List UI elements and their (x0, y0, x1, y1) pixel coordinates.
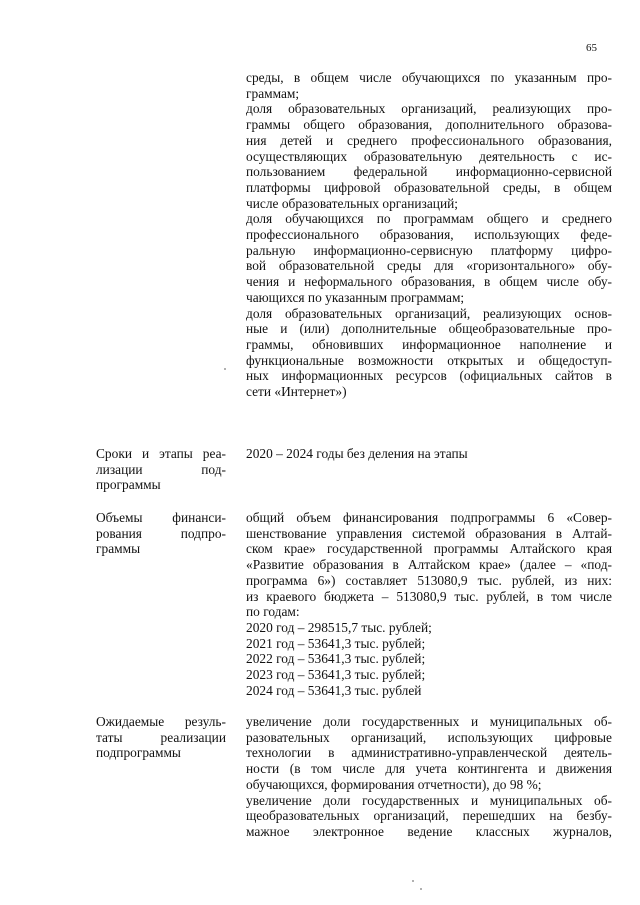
text-line: граммы, обновивших информационное наполнение и (246, 336, 612, 352)
label-line: программы (96, 477, 161, 493)
text-line: сети «Интернет») (246, 384, 347, 400)
text-line: числе образовательных организаций; (246, 195, 459, 211)
indicators-continuation (246, 70, 612, 400)
text-line: из краевого бюджета – 513080,9 тыс. рублей, в том числе (246, 588, 612, 604)
page-number: 65 (586, 42, 597, 54)
text-line: ском крае» государственной программы Алтайского края (246, 541, 612, 557)
text-line: чения и неформального образования, в общем числе обу- (246, 274, 612, 290)
funding-value (246, 510, 612, 698)
text-line: доля образовательных организаций, реализующих основ- (246, 305, 612, 321)
funding-year-2022: 2022 год – 53641,3 тыс. рублей; (246, 651, 426, 667)
text-line: пользованием федеральной информационно-сервисной (246, 164, 612, 180)
text-line: вой образовательной среды для «горизонтального» обу- (246, 258, 612, 274)
label-line: рования подпро- (96, 525, 226, 541)
terms-label (96, 446, 226, 493)
text-line: граммы общего образования, дополнительного образова- (246, 117, 612, 133)
text-line: общий объем финансирования подпрограммы 6 «Совер- (246, 510, 612, 525)
text-line: среды, в общем числе обучающихся по указанным про- (246, 70, 612, 85)
scan-speck (420, 888, 422, 890)
text-line: мажное электронное ведение классных журналов, (246, 823, 612, 839)
text-line: щеобразовательных организаций, перешедших на безбу- (246, 808, 612, 824)
label-line: подпрограммы (96, 745, 181, 761)
text-line: платформы цифровой образовательной среды, в общем (246, 179, 612, 195)
text-line: профессионального образования, использующих феде- (246, 227, 612, 243)
funding-year-2023: 2023 год – 53641,3 тыс. рублей; (246, 667, 426, 683)
text-line: увеличение доли государственных и муниципальных об- (246, 792, 612, 808)
text-line: ральную информационно-сервисную платформу цифро- (246, 242, 612, 258)
funding-label (96, 510, 226, 557)
text-line: разовательных организаций, использующих цифровые (246, 729, 612, 745)
label-line: лизации под- (96, 461, 226, 477)
text-line: функциональные возможности открытых и общедоступ- (246, 352, 612, 368)
text-line: доля обучающихся по программам общего и среднего (246, 211, 612, 227)
label-line: Объемы финанси- (96, 510, 226, 525)
terms-value (246, 446, 612, 462)
funding-year-2020: 2020 год – 298515,7 тыс. рублей; (246, 619, 432, 635)
text-line: осуществляющих образовательную деятельность с ис- (246, 148, 612, 164)
results-label (96, 714, 226, 761)
text-line: чающихся по указанным программам; (246, 289, 465, 305)
text-line: шенствование управления системой образования в Алтай- (246, 525, 612, 541)
text-line: граммам; (246, 85, 300, 101)
label-line: граммы (96, 541, 141, 557)
text-line: технологии в административно-управленческой деятель- (246, 745, 612, 761)
text-line: «Развитие образования в Алтайском крае» (далее – «под- (246, 557, 612, 573)
text-line: увеличение доли государственных и муниципальных об- (246, 714, 612, 729)
label-line: Сроки и этапы реа- (96, 446, 226, 461)
text-line: по годам: (246, 604, 300, 620)
text-line: 2020 – 2024 годы без деления на этапы (246, 446, 468, 461)
scan-speck (224, 368, 226, 370)
scan-speck (412, 880, 414, 882)
label-line: Ожидаемые резуль- (96, 714, 226, 729)
funding-year-2024: 2024 год – 53641,3 тыс. рублей (246, 682, 422, 698)
text-line: обучающихся, формирования отчетности), до 98 %; (246, 776, 542, 792)
text-line: ные и (или) дополнительные общеобразовательные про- (246, 321, 612, 337)
text-line: ности (в том числе для учета контингента и движения (246, 761, 612, 777)
text-line: ния детей и среднего профессионального образования, (246, 132, 612, 148)
label-line: таты реализации (96, 729, 226, 745)
results-value (246, 714, 612, 840)
funding-year-2021: 2021 год – 53641,3 тыс. рублей; (246, 635, 426, 651)
text-line: программа 6») составляет 513080,9 тыс. рублей, из них: (246, 572, 612, 588)
text-line: ных информационных ресурсов (официальных сайтов в (246, 368, 612, 384)
text-line: доля образовательных организаций, реализующих про- (246, 101, 612, 117)
